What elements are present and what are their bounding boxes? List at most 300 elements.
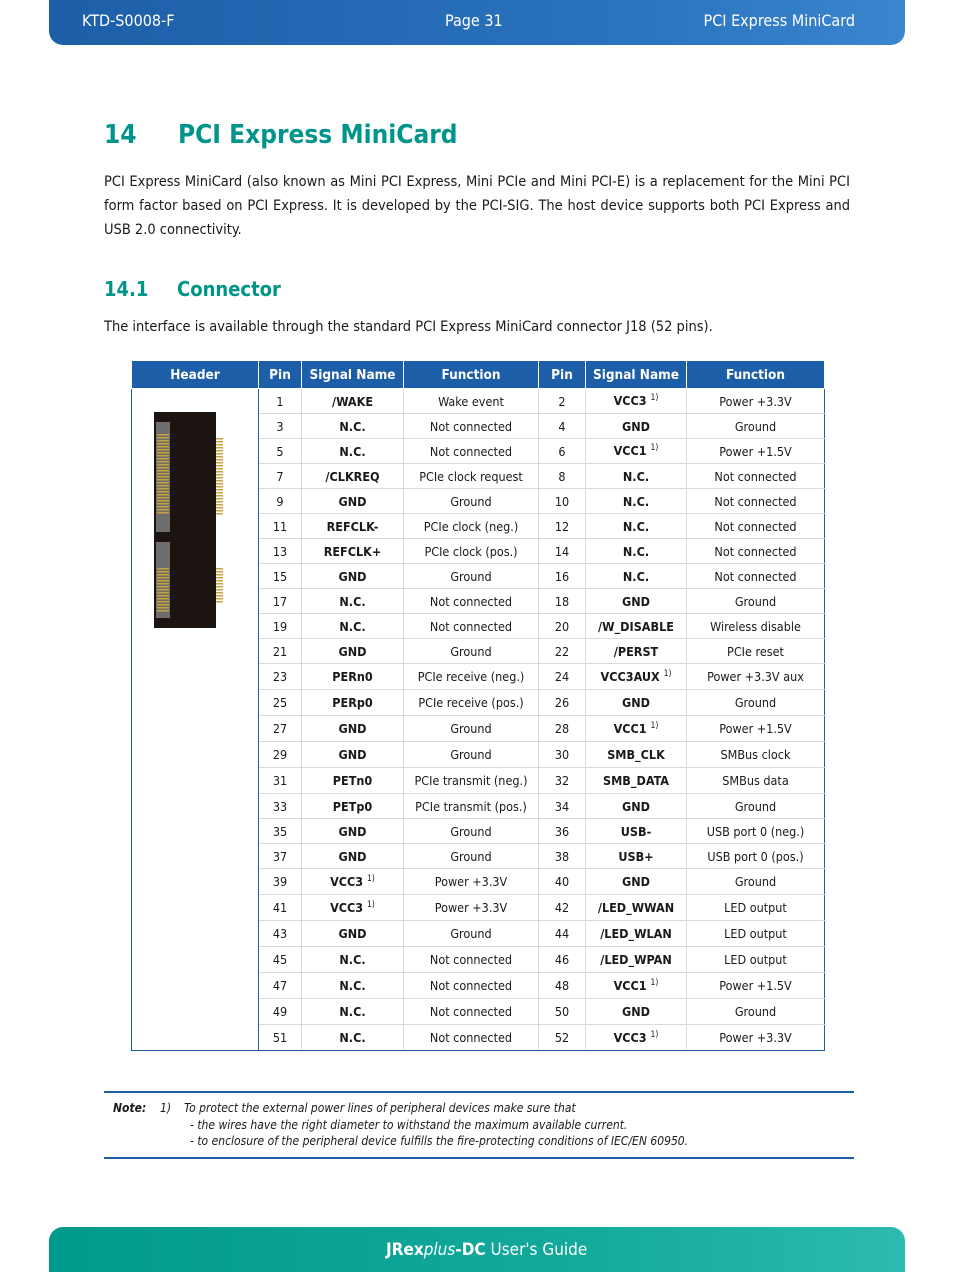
pin-function-text: USB port 0 (neg.) — [706, 823, 805, 839]
pin-function — [687, 921, 825, 947]
pin-function-text: LED output — [724, 900, 787, 915]
col-function-right: Function — [687, 361, 825, 389]
signal-name-text: PETn0 — [332, 773, 373, 788]
signal-name — [586, 690, 687, 716]
signal-name-text: VCC3 — [330, 874, 364, 890]
pin-function-text: Not connected — [714, 493, 797, 509]
signal-name — [302, 489, 404, 514]
pin-function-text: Ground — [450, 823, 492, 839]
pin-function-text: Power +3.3V aux — [707, 669, 804, 684]
footnote-marker: 1) — [650, 443, 659, 454]
pin-function-text: Ground — [450, 643, 492, 659]
pin-function-text: Wireless disable — [710, 618, 801, 634]
page-footer-band — [49, 1227, 905, 1272]
pin-number-text: 42 — [554, 900, 570, 915]
page-header-band — [49, 0, 905, 45]
connector-pin — [216, 462, 223, 464]
signal-name-text: USB+ — [618, 848, 654, 864]
connector-pin — [157, 577, 169, 579]
col-signal-left: Signal Name — [302, 361, 404, 389]
connector-pin — [157, 485, 169, 487]
footnote-marker: 1) — [650, 393, 659, 404]
signal-name — [302, 794, 404, 819]
pin-function — [687, 716, 825, 742]
signal-name — [302, 716, 404, 742]
signal-name — [302, 999, 404, 1025]
footnote-marker: 1) — [367, 899, 375, 910]
pin-function-text: SMBus clock — [720, 747, 791, 762]
signal-name-text: REFCLK- — [326, 518, 379, 534]
pin-function-text: PCIe receive (neg.) — [417, 669, 525, 684]
signal-name — [302, 389, 404, 414]
pin-function — [687, 895, 825, 921]
connector-pin — [216, 504, 223, 506]
pin-number-text: 14 — [554, 543, 570, 559]
signal-name — [586, 716, 687, 742]
signal-name-text: GND — [338, 747, 367, 762]
pin-number-text: 24 — [554, 669, 570, 684]
connector-pin — [216, 568, 223, 570]
chapter-intro: PCI Express MiniCard (also known as Mini PCI Express, Mini PCIe and Mini PCI-E) is a replacement for the Mini PCI form factor based on PCI Express. It is developed by the PCI-SIG. The host device supports both PCI Express and USB 2.0 connectivity. — [104, 174, 850, 238]
signal-name-text: GND — [338, 721, 367, 736]
pin-number — [259, 564, 302, 589]
signal-name-text: /CLKREQ — [325, 468, 380, 484]
signal-name-text: GND — [338, 926, 367, 941]
pin-function-text: Not connected — [714, 568, 797, 584]
pin-function — [404, 768, 539, 794]
pin-function — [404, 414, 539, 439]
pin-function — [687, 389, 825, 414]
signal-name — [586, 664, 687, 690]
signal-name-text: N.C. — [622, 568, 650, 584]
section-number: 14.1 — [104, 277, 149, 301]
connector-pin — [157, 491, 169, 493]
pin-function — [404, 614, 539, 639]
signal-name-text: VCC3AUX — [600, 669, 660, 685]
signal-name — [586, 844, 687, 869]
pin-number-text: 30 — [554, 747, 570, 762]
pin-number — [539, 664, 586, 690]
pin-function-text: PCIe transmit (neg.) — [414, 773, 528, 788]
signal-name — [302, 539, 404, 564]
pin-number — [539, 895, 586, 921]
signal-name-text: GND — [338, 823, 367, 839]
pin-function — [687, 869, 825, 895]
pin-number-text: 21 — [272, 643, 288, 659]
signal-name — [302, 742, 404, 768]
signal-name-text: N.C. — [339, 978, 366, 993]
pin-function — [404, 539, 539, 564]
pin-number-text: 36 — [554, 823, 570, 839]
pin-function-text: Not connected — [714, 468, 797, 484]
connector-pin — [157, 458, 169, 460]
pin-number-text: 6 — [558, 443, 566, 459]
pin-function — [687, 514, 825, 539]
pin-function-text: Power +3.3V — [434, 874, 508, 889]
signal-name-text: GND — [338, 643, 367, 659]
connector-pin — [216, 589, 223, 591]
pin-number-text: 40 — [554, 874, 570, 889]
signal-name-text: REFCLK+ — [323, 543, 382, 559]
connector-pin — [216, 477, 223, 479]
signal-name-text: N.C. — [622, 493, 650, 509]
pin-number — [539, 768, 586, 794]
pin-number-text: 10 — [554, 493, 570, 509]
pin-function-text: Ground — [450, 721, 492, 736]
connector-description: The interface is available through the standard PCI Express MiniCard connector J18 (52 pins). — [104, 319, 713, 335]
connector-pin — [216, 507, 223, 509]
connector-pin — [216, 513, 223, 515]
pin-function — [404, 439, 539, 464]
signal-name-text: VCC1 — [613, 978, 647, 994]
section-title-text: Connector — [177, 277, 281, 301]
connector-pin — [157, 574, 169, 576]
connector-pin — [216, 583, 223, 585]
signal-name — [302, 639, 404, 664]
pin-function-text: Ground — [734, 593, 777, 609]
pin-number — [259, 819, 302, 844]
signal-name-text: N.C. — [622, 518, 650, 534]
pin-function — [404, 464, 539, 489]
pin-function — [687, 639, 825, 664]
pin-number-text: 25 — [272, 695, 288, 710]
signal-name — [302, 895, 404, 921]
pin-function — [404, 921, 539, 947]
pin-function — [687, 768, 825, 794]
chapter-number: 14 — [104, 120, 137, 150]
connector-pin — [157, 488, 169, 490]
connector-pin — [157, 467, 169, 469]
connector-pin — [216, 447, 223, 449]
connector-pin — [216, 577, 223, 579]
pin-function — [687, 439, 825, 464]
pin-number — [539, 489, 586, 514]
connector-pin — [216, 483, 223, 485]
pin-number-text: 49 — [272, 1004, 288, 1019]
pin-number-text: 31 — [272, 773, 288, 788]
pin-function-text: Ground — [734, 798, 777, 814]
pin-function-text: Ground — [734, 418, 777, 434]
pin-function — [687, 539, 825, 564]
signal-name-text: VCC3 — [330, 900, 364, 916]
signal-name — [302, 564, 404, 589]
pin-number-text: 4 — [558, 418, 566, 434]
signal-name-text: GND — [338, 848, 367, 864]
note-line-1: To protect the external power lines of peripheral devices make sure that — [184, 1101, 576, 1115]
signal-name-text: /LED_WLAN — [600, 926, 672, 941]
pin-number-text: 22 — [554, 643, 570, 659]
pin-number — [539, 564, 586, 589]
connector-pin — [216, 450, 223, 452]
signal-name-text: GND — [622, 418, 650, 434]
footer-title — [386, 1240, 587, 1260]
connector-pin — [157, 571, 169, 573]
footnote-marker: 1) — [650, 720, 659, 731]
col-header: Header — [132, 361, 259, 389]
connector-pin — [216, 580, 223, 582]
note-line-3: - to enclosure of the peripheral device fulfills the fire-protecting conditions of IEC/EN 60950. — [190, 1134, 689, 1148]
pin-function-text: Not connected — [429, 593, 513, 609]
signal-name-text: /PERST — [613, 643, 659, 659]
connector-pin — [157, 476, 169, 478]
pin-number — [539, 389, 586, 414]
pin-number — [259, 514, 302, 539]
pinout-table — [131, 360, 825, 1051]
signal-name — [586, 819, 687, 844]
connector-pin — [157, 440, 169, 442]
pin-number — [259, 742, 302, 768]
pin-number — [539, 716, 586, 742]
signal-name — [302, 869, 404, 895]
pin-number — [539, 999, 586, 1025]
pin-number — [259, 716, 302, 742]
pin-number-text: 37 — [272, 848, 288, 864]
signal-name-text: GND — [622, 695, 650, 710]
pin-function-text: Not connected — [429, 443, 513, 459]
connector-pin — [216, 601, 223, 603]
signal-name-text: GND — [622, 593, 650, 609]
pin-function-text: Not connected — [429, 952, 513, 967]
connector-pin — [157, 482, 169, 484]
signal-name-text: /W_DISABLE — [598, 618, 674, 634]
pin-function-text: PCIe clock request — [419, 468, 523, 484]
pin-number-text: 17 — [272, 593, 288, 609]
pin-number-text: 11 — [272, 518, 288, 534]
chapter-title — [104, 120, 458, 150]
connector-pin — [157, 503, 169, 505]
pin-function — [404, 716, 539, 742]
signal-name — [586, 1025, 687, 1051]
pin-function-text: LED output — [724, 926, 787, 941]
connector-pin — [216, 598, 223, 600]
signal-name-text: GND — [622, 798, 650, 814]
pin-number — [259, 414, 302, 439]
pin-function — [687, 1025, 825, 1051]
signal-name-text: N.C. — [622, 543, 650, 559]
pin-function — [687, 464, 825, 489]
pin-number-text: 28 — [554, 721, 570, 736]
connector-pin — [216, 459, 223, 461]
pin-number — [539, 414, 586, 439]
pin-number — [539, 589, 586, 614]
pin-function — [687, 999, 825, 1025]
pinout-table-body — [132, 389, 825, 1051]
connector-pin — [157, 512, 169, 514]
pin-number-text: 33 — [272, 798, 288, 814]
pin-number — [539, 794, 586, 819]
pin-number-text: 20 — [554, 618, 570, 634]
pin-function-text: Ground — [450, 926, 492, 941]
pin-function-text: USB port 0 (pos.) — [707, 848, 804, 864]
signal-name-text: N.C. — [339, 418, 366, 434]
col-pin-right: Pin — [539, 361, 586, 389]
signal-name-text: /LED_WWAN — [597, 900, 675, 915]
pin-function-text: Not connected — [714, 518, 797, 534]
connector-pin — [216, 474, 223, 476]
pin-function-text: Power +3.3V — [719, 1030, 792, 1045]
signal-name — [586, 564, 687, 589]
section-name: PCI Express MiniCard — [703, 11, 855, 30]
signal-name-text: /WAKE — [331, 393, 374, 409]
connector-pin — [157, 470, 169, 472]
connector-pin — [216, 486, 223, 488]
pin-function-text: Ground — [734, 874, 777, 889]
signal-name — [302, 768, 404, 794]
connector-pin — [157, 500, 169, 502]
connector-pin — [157, 598, 169, 600]
signal-name-text: PERn0 — [332, 669, 373, 684]
signal-name — [586, 869, 687, 895]
pin-function-text: PCIe reset — [727, 643, 784, 659]
pin-number-text: 8 — [558, 468, 566, 484]
pin-number — [259, 794, 302, 819]
signal-name — [586, 614, 687, 639]
pin-number — [539, 869, 586, 895]
pin-number-text: 15 — [272, 568, 288, 584]
pin-function — [404, 895, 539, 921]
note-number: 1) — [160, 1101, 172, 1115]
pin-number — [259, 589, 302, 614]
signal-name-text: N.C. — [339, 1030, 366, 1045]
pin-number — [259, 869, 302, 895]
pin-function — [404, 947, 539, 973]
signal-name — [302, 947, 404, 973]
signal-name — [302, 589, 404, 614]
footer-brand-suffix: -DC — [455, 1240, 486, 1260]
signal-name — [586, 947, 687, 973]
connector-pin — [216, 501, 223, 503]
connector-pin — [216, 489, 223, 491]
signal-name-text: N.C. — [339, 952, 366, 967]
pin-function — [404, 564, 539, 589]
signal-name — [586, 589, 687, 614]
footer-brand-italic: plus — [423, 1240, 456, 1260]
connector-pin — [216, 510, 223, 512]
signal-name — [586, 921, 687, 947]
pin-function — [687, 664, 825, 690]
connector-pin — [157, 446, 169, 448]
signal-name-text: SMB_DATA — [603, 773, 669, 788]
col-function-left: Function — [404, 361, 539, 389]
pin-number-text: 41 — [272, 900, 288, 915]
pin-number-text: 7 — [276, 468, 284, 484]
col-pin-left: Pin — [259, 361, 302, 389]
pin-function — [404, 690, 539, 716]
chapter-title-text: PCI Express MiniCard — [178, 120, 458, 150]
pin-number-text: 19 — [272, 618, 288, 634]
pin-function — [404, 819, 539, 844]
signal-name-text: VCC1 — [613, 443, 647, 459]
connector-pin — [157, 449, 169, 451]
pin-function — [687, 819, 825, 844]
pin-function-text: Not connected — [714, 543, 797, 559]
signal-name — [302, 414, 404, 439]
connector-pin — [216, 574, 223, 576]
connector-pin — [157, 506, 169, 508]
pin-function — [404, 869, 539, 895]
pin-number — [259, 973, 302, 999]
pin-number — [539, 973, 586, 999]
connector-pin — [157, 455, 169, 457]
signal-name-text: N.C. — [622, 468, 650, 484]
pin-number — [259, 639, 302, 664]
pin-number — [539, 439, 586, 464]
signal-name-text: USB- — [620, 823, 652, 839]
pin-function — [404, 1025, 539, 1051]
signal-name-text: PERp0 — [332, 695, 373, 710]
connector-pin — [157, 601, 169, 603]
signal-name — [302, 690, 404, 716]
pin-number — [259, 999, 302, 1025]
connector-pin — [157, 592, 169, 594]
pin-number-text: 46 — [554, 952, 570, 967]
signal-name — [586, 639, 687, 664]
signal-name-text: GND — [338, 493, 367, 509]
pin-number — [259, 464, 302, 489]
pin-function-text: PCIe clock (neg.) — [423, 518, 519, 534]
pin-number — [539, 539, 586, 564]
pin-number — [259, 539, 302, 564]
signal-name — [586, 768, 687, 794]
pin-function-text: Power +3.3V — [434, 900, 508, 915]
pin-number-text: 34 — [554, 798, 570, 814]
pin-function-text: Power +1.5V — [719, 443, 792, 459]
note-label: Note: — [113, 1101, 147, 1115]
pin-number-text: 27 — [272, 721, 288, 736]
connector-pin — [216, 586, 223, 588]
pin-number — [259, 947, 302, 973]
pin-function — [687, 614, 825, 639]
page-number: Page 31 — [445, 11, 503, 30]
signal-name-text: N.C. — [339, 443, 366, 459]
pin-function-text: Not connected — [429, 418, 513, 434]
connector-pin — [157, 497, 169, 499]
pin-function — [687, 564, 825, 589]
pin-function-text: Ground — [450, 747, 492, 762]
pin-number-text: 47 — [272, 978, 288, 993]
pin-function — [404, 999, 539, 1025]
pin-number — [539, 844, 586, 869]
signal-name-text: SMB_CLK — [607, 747, 665, 762]
connector-pin — [216, 571, 223, 573]
signal-name-text: VCC3 — [613, 1030, 647, 1046]
pin-number — [539, 742, 586, 768]
pin-function-text: PCIe clock (pos.) — [424, 543, 518, 559]
pin-function — [404, 514, 539, 539]
signal-name-text: VCC1 — [613, 721, 647, 737]
connector-pin — [216, 498, 223, 500]
connector-pin — [157, 589, 169, 591]
pin-function-text: Wake event — [438, 393, 504, 409]
pin-number-text: 38 — [554, 848, 570, 864]
signal-name — [586, 464, 687, 489]
connector-pin — [216, 468, 223, 470]
note-box — [104, 1091, 854, 1159]
connector-pin — [157, 607, 169, 609]
signal-name-text: GND — [338, 568, 367, 584]
pin-function-text: Not connected — [429, 978, 513, 993]
pin-number — [259, 690, 302, 716]
connector-pin — [216, 465, 223, 467]
pin-function-text: Not connected — [429, 1030, 513, 1045]
pin-number — [539, 690, 586, 716]
pin-function — [687, 489, 825, 514]
pin-function-text: Power +1.5V — [719, 978, 792, 993]
pin-number-text: 43 — [272, 926, 288, 941]
connector-pin — [157, 437, 169, 439]
connector-pin — [216, 453, 223, 455]
pin-function-text: Ground — [734, 1004, 777, 1019]
